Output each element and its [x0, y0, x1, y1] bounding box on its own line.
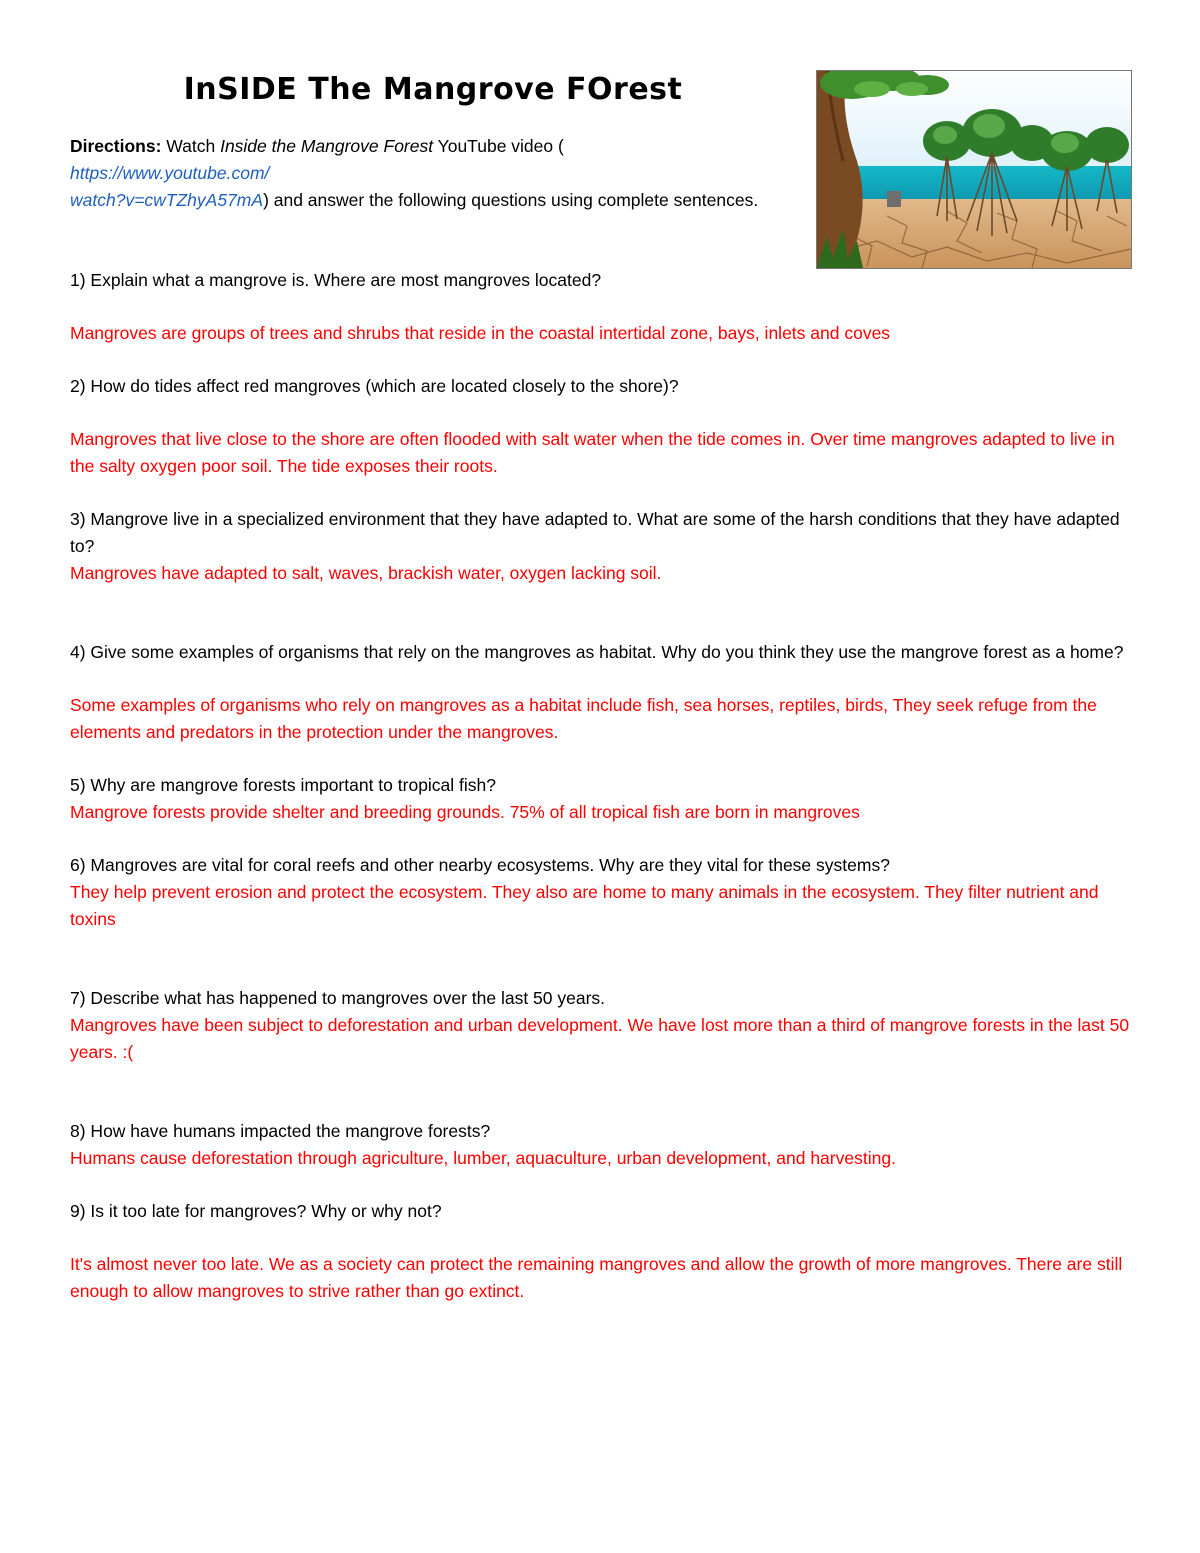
- answer-4: Some examples of organisms who rely on mangroves as a habitat include fish, sea horses, reptiles, birds, They seek refuge from the elements and predators in the protection under the mangroves.: [70, 695, 1097, 742]
- answer-2: Mangroves that live close to the shore are often flooded with salt water when the tide comes in. Over time mangroves adapted to live in the salty oxygen poor soil. The tide exposes their roots.: [70, 429, 1115, 476]
- question-7: [70, 985, 1130, 1012]
- page-title: InSIDE The Mangrove FOrest: [183, 72, 683, 107]
- directions-text-post: ) and answer the following questions using complete sentences.: [263, 190, 759, 210]
- question-text: Explain what a mangrove is. Where are most mangroves located?: [85, 270, 602, 290]
- question-text: Why are mangrove forests important to tropical fish?: [85, 775, 497, 795]
- question-text: Describe what has happened to mangroves over the last 50 years.: [85, 988, 606, 1008]
- mangrove-illustration: [816, 70, 1132, 269]
- answer-5: Mangrove forests provide shelter and breeding grounds. 75% of all tropical fish are born in mangroves: [70, 802, 860, 822]
- directions-text-mid: YouTube video (: [433, 136, 564, 156]
- question-number: 8): [70, 1121, 86, 1141]
- question-8: [70, 1118, 1130, 1145]
- answer-9: It's almost never too late. We as a society can protect the remaining mangroves and allow the growth of more mangroves. There are still enough to allow mangroves to strive rather than go extinct.: [70, 1254, 1123, 1301]
- video-title: Inside the Mangrove Forest: [220, 136, 434, 156]
- question-number: 7): [70, 988, 86, 1008]
- question-2: [70, 373, 1130, 400]
- question-text: Give some examples of organisms that rely on the mangroves as habitat. Why do you think they use the mangrove forest as a home?: [85, 642, 1124, 662]
- question-number: 2): [70, 376, 86, 396]
- question-3: [70, 506, 1130, 560]
- qa-list: [70, 267, 1130, 1305]
- question-text: Is it too late for mangroves? Why or why not?: [85, 1201, 442, 1221]
- video-link-part2[interactable]: watch?v=cwTZhyA57mA: [70, 190, 264, 210]
- question-number: 3): [70, 509, 86, 529]
- answer-8: Humans cause deforestation through agriculture, lumber, aquaculture, urban development, and harvesting.: [70, 1148, 896, 1168]
- question-1: [70, 267, 1130, 294]
- question-6: [70, 852, 1130, 879]
- question-5: [70, 772, 1130, 799]
- question-number: 5): [70, 775, 86, 795]
- question-4: [70, 639, 1130, 666]
- question-number: 6): [70, 855, 86, 875]
- answer-1: Mangroves are groups of trees and shrubs that reside in the coastal intertidal zone, bays, inlets and coves: [70, 323, 891, 343]
- answer-7: Mangroves have been subject to deforestation and urban development. We have lost more than a third of mangrove forests in the last 50 years. :(: [70, 1015, 1130, 1062]
- question-number: 4): [70, 642, 86, 662]
- directions-text-pre: Watch: [161, 136, 221, 156]
- question-number: 1): [70, 270, 86, 290]
- answer-3: Mangroves have adapted to salt, waves, brackish water, oxygen lacking soil.: [70, 563, 662, 583]
- question-text: Mangrove live in a specialized environment that they have adapted to. What are some of the harsh conditions that they have adapted to?: [70, 509, 1120, 556]
- question-text: How do tides affect red mangroves (which are located closely to the shore)?: [85, 376, 679, 396]
- directions-label: Directions:: [70, 136, 162, 156]
- video-link-part1[interactable]: https://www.youtube.com/: [70, 163, 270, 183]
- question-text: Mangroves are vital for coral reefs and other nearby ecosystems. Why are they vital for these systems?: [85, 855, 890, 875]
- question-9: [70, 1198, 1130, 1225]
- answer-6: They help prevent erosion and protect the ecosystem. They also are home to many animals in the ecosystem. They filter nutrient and toxins: [70, 882, 1099, 929]
- question-text: How have humans impacted the mangrove forests?: [85, 1121, 491, 1141]
- question-number: 9): [70, 1201, 86, 1221]
- directions: [70, 133, 790, 214]
